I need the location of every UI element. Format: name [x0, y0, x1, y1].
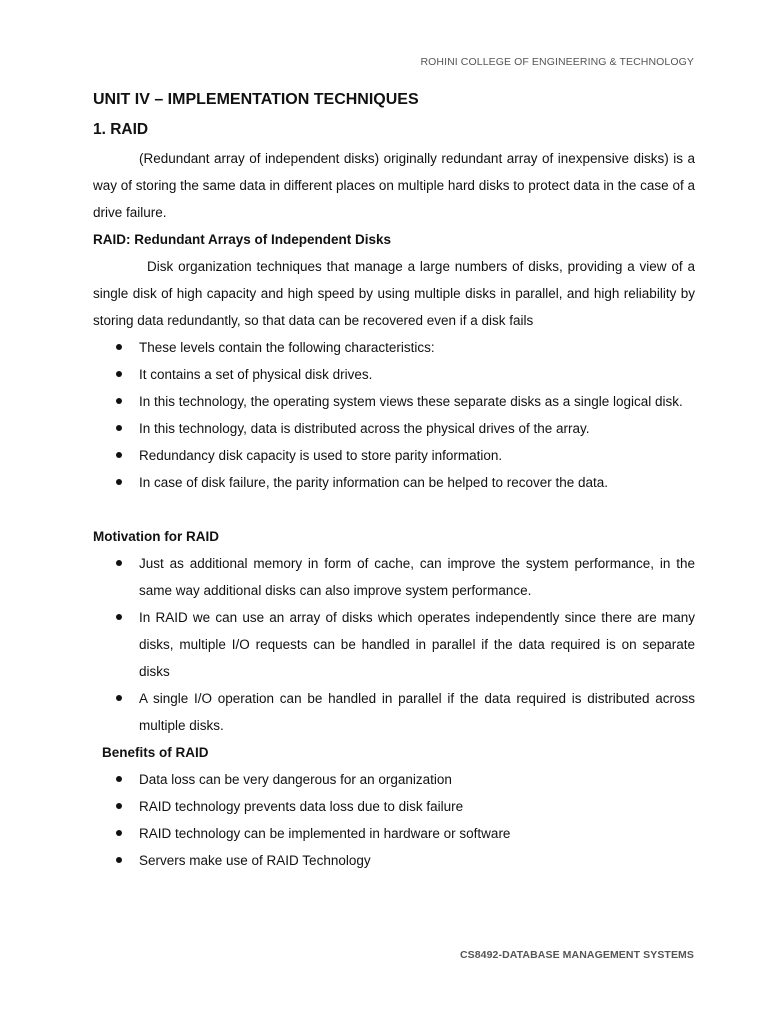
benefits-heading: Benefits of RAID [102, 745, 209, 760]
list-item: Just as additional memory in form of cache, can improve the system performance, in the same way additional disks can also improve system performance. [93, 550, 695, 604]
list-item: Data loss can be very dangerous for an organization [93, 766, 695, 793]
bullet-icon [116, 614, 122, 620]
bullet-icon [116, 479, 122, 485]
intro-paragraph: (Redundant array of independent disks) originally redundant array of inexpensive disks) is a way of storing the same data in different places on multiple hard disks to protect data in the case of a drive failure. [93, 151, 695, 220]
bullet-icon [116, 398, 122, 404]
bullet-icon [116, 776, 122, 782]
list-item: In case of disk failure, the parity information can be helped to recover the data. [93, 469, 695, 496]
unit-title: UNIT IV – IMPLEMENTATION TECHNIQUES [93, 91, 419, 108]
bullet-icon [116, 425, 122, 431]
page-footer: CS8492-DATABASE MANAGEMENT SYSTEMS [459, 949, 694, 961]
list-item: In this technology, data is distributed across the physical drives of the array. [93, 415, 695, 442]
page-header: ROHINI COLLEGE OF ENGINEERING & TECHNOLOGY [420, 56, 694, 68]
list-item: RAID technology can be implemented in hardware or software [93, 820, 695, 847]
section-title: 1. RAID [93, 121, 149, 138]
bullet-icon [116, 371, 122, 377]
bullet-icon [116, 344, 122, 350]
raid-definition-paragraph: Disk organization techniques that manage a large numbers of disks, providing a view of a single disk of high capacity and high speed by using multiple disks in parallel, and high reliability by storing data redundantly, so that data can be recovered even if a disk fails [93, 259, 695, 328]
motivation-heading: Motivation for RAID [93, 529, 219, 544]
list-item: In this technology, the operating system views these separate disks as a single logical disk. [93, 388, 695, 415]
page-content [93, 88, 695, 874]
motivation-list [93, 550, 695, 739]
list-item: It contains a set of physical disk drives. [93, 361, 695, 388]
bullet-icon [116, 695, 122, 701]
list-item: These levels contain the following characteristics: [93, 334, 695, 361]
list-item: Redundancy disk capacity is used to store parity information. [93, 442, 695, 469]
list-item: Servers make use of RAID Technology [93, 847, 695, 874]
benefits-list [93, 766, 695, 874]
bullet-icon [116, 452, 122, 458]
list-item: In RAID we can use an array of disks which operates independently since there are many disks, multiple I/O requests can be handled in parallel if the data required is on separate disks [93, 604, 695, 685]
characteristics-list [93, 334, 695, 496]
raid-definition-heading: RAID: Redundant Arrays of Independent Disks [93, 232, 392, 247]
bullet-icon [116, 830, 122, 836]
bullet-icon [116, 803, 122, 809]
bullet-icon [116, 560, 122, 566]
list-item: A single I/O operation can be handled in parallel if the data required is distributed across multiple disks. [93, 685, 695, 739]
bullet-icon [116, 857, 122, 863]
list-item: RAID technology prevents data loss due to disk failure [93, 793, 695, 820]
